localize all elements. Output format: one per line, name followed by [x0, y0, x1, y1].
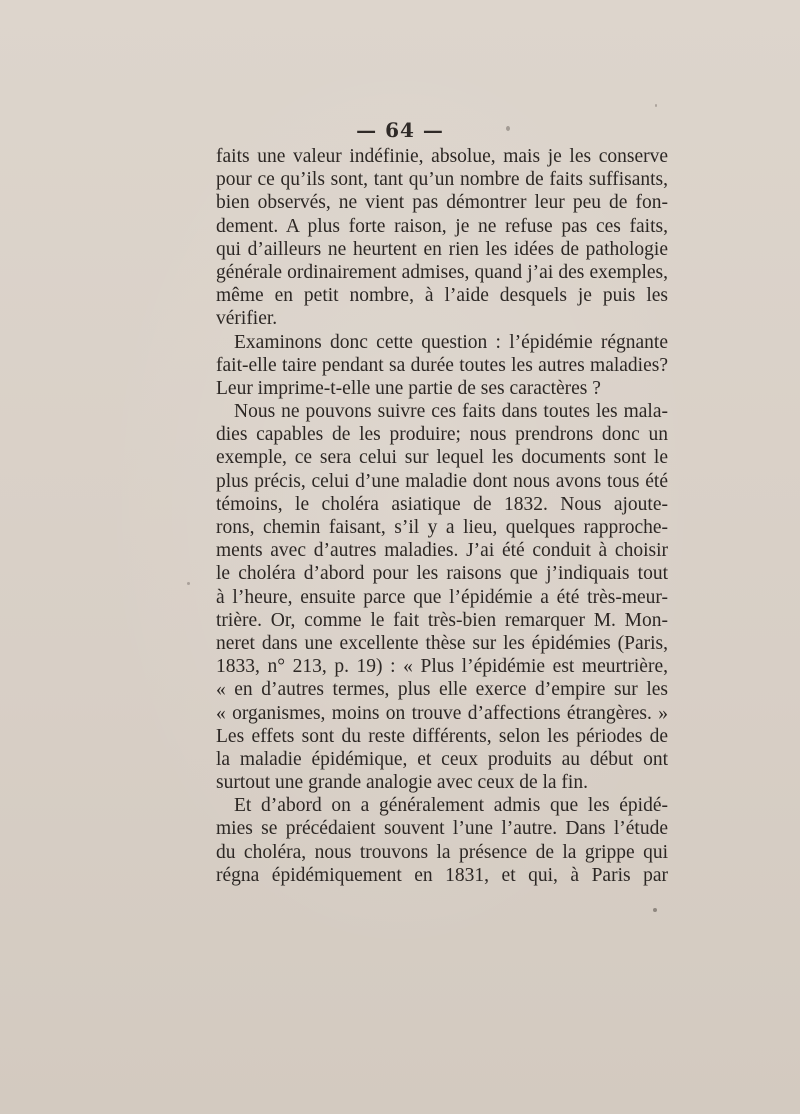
page-number: — 64 —: [356, 118, 444, 142]
text-line: vérifier.: [216, 308, 278, 330]
text-line: exemple, ce sera celui sur lequel les documents sont le: [216, 447, 668, 469]
text-line: générale ordinairement admises, quand j’ai des exemples,: [216, 261, 668, 283]
text-line: pour ce qu’ils sont, tant qu’un nombre de faits suffisants,: [216, 169, 668, 191]
text-line: le choléra d’abord pour les raisons que j’indiquais tout: [216, 563, 668, 585]
paper-speck: [655, 104, 657, 107]
text-line: la maladie épidémique, et ceux produits au début ont: [216, 748, 668, 770]
text-line: du choléra, nous trouvons la présence de la grippe qui: [216, 841, 668, 863]
text-line: régna épidémiquement en 1831, et qui, à Paris par: [216, 864, 668, 886]
text-line: bien observés, ne vient pas démontrer leur peu de fon-: [216, 192, 668, 214]
text-line: à l’heure, ensuite parce que l’épidémie a été très-meur-: [216, 586, 668, 608]
text-line: mies se précédaient souvent l’une l’autre. Dans l’étude: [216, 818, 668, 840]
text-line: qui d’ailleurs ne heurtent en rien les idées de pathologie: [216, 238, 668, 260]
text-line: témoins, le choléra asiatique de 1832. Nous ajoute-: [216, 493, 668, 515]
paper-speck: [506, 126, 510, 131]
text-line: trière. Or, comme le fait très-bien remarquer M. Mon-: [216, 609, 668, 631]
paper-speck: [653, 908, 657, 912]
text-line: surtout une grande analogie avec ceux de la fin.: [216, 772, 588, 794]
text-line: Leur imprime-t-elle une partie de ses caractères ?: [216, 377, 601, 399]
text-line: même en petit nombre, à l’aide desquels je puis les: [216, 285, 668, 307]
text-line: rons, chemin faisant, s’il y a lieu, quelques rapproche-: [216, 517, 668, 538]
text-line: dement. A plus forte raison, je ne refuse pas ces faits,: [216, 215, 668, 237]
text-line: Et d’abord on a généralement admis que les épidé-: [234, 795, 668, 817]
text-line: neret dans une excellente thèse sur les épidémies (Paris,: [216, 632, 668, 654]
paper-speck: [187, 582, 190, 585]
text-line: plus précis, celui d’une maladie dont nous avons tous été: [216, 470, 668, 492]
body-text: [216, 145, 668, 887]
text-line: « en d’autres termes, plus elle exerce d’empire sur les: [216, 679, 668, 701]
text-line: « organismes, moins on trouve d’affections étrangères. »: [216, 702, 668, 724]
text-line: Nous ne pouvons suivre ces faits dans toutes les mala-: [234, 401, 668, 423]
text-line: fait-elle taire pendant sa durée toutes les autres maladies?: [216, 354, 668, 376]
text-line: faits une valeur indéfinie, absolue, mais je les conserve: [216, 146, 668, 167]
text-line: Les effets sont du reste différents, selon les périodes de: [216, 725, 668, 747]
text-line: dies capables de les produire; nous prendrons donc un: [216, 424, 668, 446]
text-line: ments avec d’autres maladies. J’ai été conduit à choisir: [216, 540, 668, 562]
text-line: 1833, n° 213, p. 19) : « Plus l’épidémie est meurtrière,: [216, 656, 668, 678]
text-line: Examinons donc cette question : l’épidémie régnante: [234, 331, 668, 353]
